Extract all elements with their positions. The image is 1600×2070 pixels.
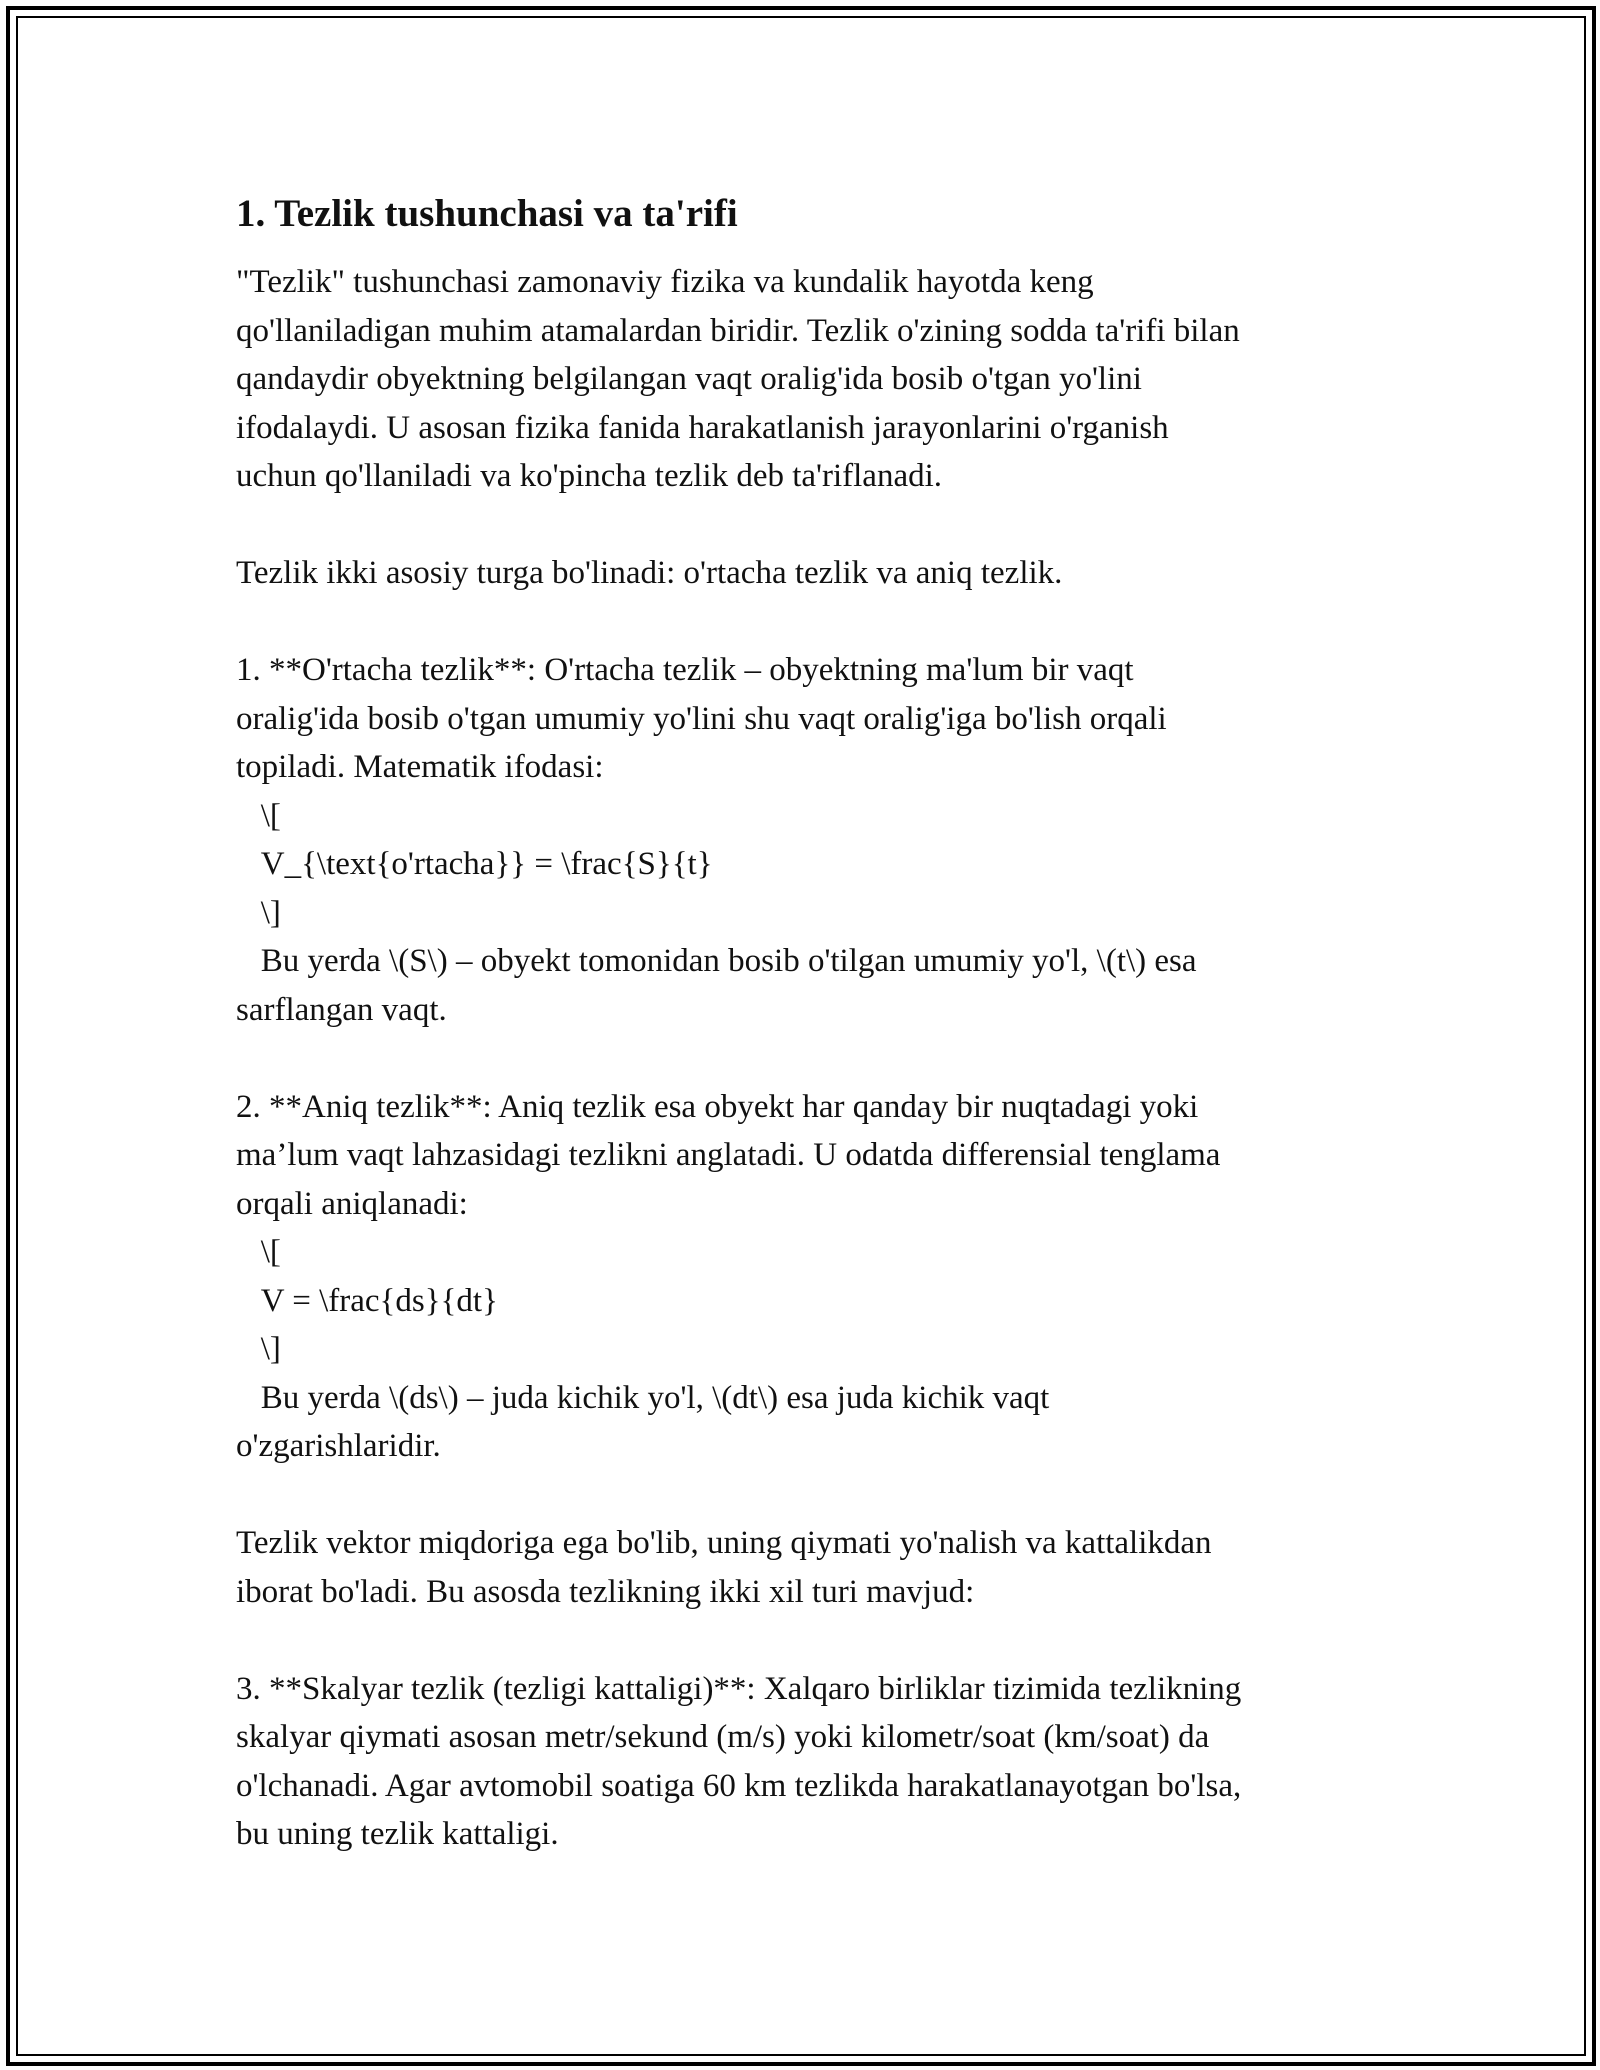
document-body	[236, 190, 1366, 1859]
paragraph-vector: Tezlik vektor miqdoriga ega bo'lib, uning qiymati yo'nalish va kattalikdan iborat bo'ladi. Bu asosda tezlikning ikki xil turi mavjud:	[236, 1525, 1212, 1610]
paragraph-types: Tezlik ikki asosiy turga bo'linadi: o'rtacha tezlik va aniq tezlik.	[236, 555, 1063, 591]
paragraph-intro: "Tezlik" tushunchasi zamonaviy fizika va kundalik hayotda keng qo'llaniladigan muhim atamalardan biridir. Tezlik o'zining sodda ta'rifi bilan qandaydir obyektning belgilangan vaqt oralig'ida bosib o'tgan yo'lini ifodalaydi. U asosan fizika fanida harakatlanish jarayonlarini o'rganish uchun qo'llaniladi va ko'pincha tezlik deb ta'riflanadi.	[236, 264, 1240, 494]
paragraph-gap	[236, 501, 1366, 550]
paragraph-gap	[236, 598, 1366, 647]
paragraph-gap	[236, 1471, 1366, 1520]
paragraph-average-speed: 1. **O'rtacha tezlik**: O'rtacha tezlik – obyektning ma'lum bir vaqt oralig'ida bosib o'tgan umumiy yo'lini shu vaqt oralig'iga bo'lish orqali topiladi. Matematik ifodasi: \[ V_{\text{o'rtacha}} = \frac{S}{t} \] Bu yerda \(S\) – obyekt tomonidan bosib o'tilgan umumiy yo'l, \(t\) esa sarflangan vaqt.	[236, 652, 1197, 1028]
paragraph-scalar-speed: 3. **Skalyar tezlik (tezligi kattaligi)**: Xalqaro birliklar tizimida tezlikning skalyar qiymati asosan metr/sekund (m/s) yoki kilometr/soat (km/soat) da o'lchanadi. Agar avtomobil soatiga 60 km tezlikda harakatlanayotgan bo'lsa, bu uning tezlik kattaligi.	[236, 1670, 1242, 1852]
paragraph-instant-speed: 2. **Aniq tezlik**: Aniq tezlik esa obyekt har qanday bir nuqtadagi yoki ma’lum vaqt lahzasidagi tezlikni anglatadi. U odatda differensial tenglama orqali aniqlanadi: \[ V = \frac{ds}{dt} \] Bu yerda \(ds\) – juda kichik yo'l, \(dt\) esa juda kichik vaqt o'zgarishlaridir.	[236, 1088, 1221, 1464]
paragraph-gap	[236, 1616, 1366, 1665]
paragraph-gap	[236, 1034, 1366, 1083]
section-heading: 1. Tezlik tushunchasi va ta'rifi	[236, 192, 738, 235]
